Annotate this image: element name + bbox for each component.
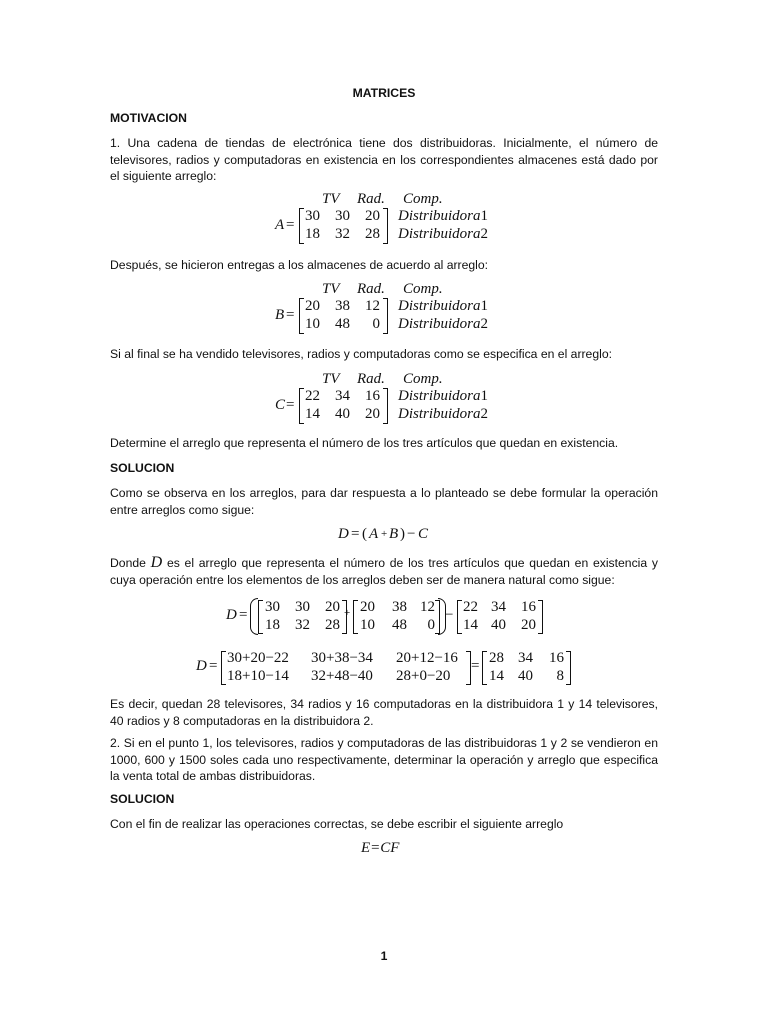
bracket-right [383, 298, 388, 334]
col-header-rad: Rad. [357, 191, 385, 207]
matrix-b-cell: 10 [305, 316, 320, 332]
matrix-c-cell: 14 [305, 406, 320, 422]
matrix-a-cell: 18 [305, 226, 320, 242]
paragraph-2: Después, se hicieron entregas a los almacenes de acuerdo al arreglo: [110, 258, 489, 272]
matrix-c-cell: 34 [335, 388, 350, 404]
matrix-b-cell: 0 [372, 316, 380, 332]
col-header-comp: Comp. [403, 281, 443, 297]
matrix-a-cell: 30 [335, 208, 350, 224]
col-header-comp: Comp. [403, 371, 443, 387]
col-header-comp: Comp. [403, 191, 443, 207]
col-header-rad: Rad. [357, 371, 385, 387]
row-label: Distribuidora2 [398, 316, 489, 332]
matrix-b-name: B [275, 307, 285, 323]
page-title: MATRICES [352, 86, 416, 100]
matrix-c-block [270, 370, 530, 430]
matrix-b-cell: 20 [305, 298, 320, 314]
matrix-c-name: C [275, 397, 286, 413]
paragraph-6: Donde D es el arreglo que representa el número de los tres artículos que quedan en existencia y cuya operación entre los elementos de los arreglos deben ser de manera natural como sigue: [110, 554, 658, 587]
equation-d-definition: D = ( A + B ) − C [338, 526, 429, 542]
matrix-a-block [270, 190, 530, 250]
page-number: 1 [380, 949, 388, 963]
matrix-b-cell: 12 [365, 298, 380, 314]
matrix-c-cell: 40 [335, 406, 350, 422]
matrix-c-cell: 16 [365, 388, 380, 404]
equation-d-matrices: D = 30 30 20 18 32 28 + 20 38 12 10 48 0 − 22 34 16 14 40 20 [226, 596, 546, 638]
paragraph-7: Es decir, quedan 28 televisores, 34 radios y 16 computadoras en la distribuidora 1 y 14 televisores, 40 radios y 8 computadoras en la distribuidora 2. [110, 697, 658, 728]
row-label: Distribuidora2 [398, 406, 489, 422]
paren-left [250, 598, 258, 635]
bracket-right [538, 600, 543, 634]
col-header-tv: TV [322, 371, 340, 387]
matrix-a-cell: 28 [365, 226, 380, 242]
equation-d-result: D = 30+20−22 30+38−34 20+12−16 18+10−14 32+48−40 28+0−20 = 28 34 16 14 40 8 [196, 647, 576, 689]
matrix-b-cell: 38 [335, 298, 350, 314]
row-label: Distribuidora2 [398, 226, 489, 242]
heading-solucion-1: SOLUCION [110, 461, 175, 475]
equals-sign: = [286, 397, 295, 413]
matrix-c-cell: 20 [365, 406, 380, 422]
bracket-right [383, 388, 388, 424]
matrix-a-cell: 20 [365, 208, 380, 224]
heading-solucion-2: SOLUCION [110, 792, 175, 806]
row-label: Distribuidora1 [398, 388, 489, 404]
matrix-a-cell: 30 [305, 208, 320, 224]
paragraph-8: 2. Si en el punto 1, los televisores, radios y computadoras de las distribuidoras 1 y 2 se vendieron en 1000, 600 y 1500 soles cada uno respectivamente, determinar la operación y arreglo que especifica la venta total de ambas distribuidoras. [110, 736, 658, 783]
col-header-rad: Rad. [357, 281, 385, 297]
equals-sign: = [286, 217, 295, 233]
col-header-tv: TV [322, 191, 340, 207]
bracket-right [566, 651, 571, 685]
col-header-tv: TV [322, 281, 340, 297]
matrix-a-name: A [275, 217, 285, 233]
bracket-left [221, 651, 226, 685]
matrix-b-cell: 48 [335, 316, 350, 332]
paragraph-5: Como se observa en los arreglos, para dar respuesta a lo planteado se debe formular la operación entre arreglos como sigue: [110, 486, 658, 517]
bracket-right [383, 208, 388, 244]
equals-sign: = [286, 307, 295, 323]
matrix-c-cell: 22 [305, 388, 320, 404]
row-label: Distribuidora1 [398, 298, 489, 314]
equation-e: E=CF [361, 840, 400, 856]
paragraph-9: Con el fin de realizar las operaciones correctas, se debe escribir el siguiente arreglo [110, 817, 564, 831]
paragraph-3: Si al final se ha vendido televisores, radios y computadoras como se especifica en el arreglo: [110, 347, 612, 361]
paragraph-1: 1. Una cadena de tiendas de electrónica tiene dos distribuidoras. Inicialmente, el número de televisores, radios y computadoras en existencia en los correspondientes almacenes está dado por el siguiente arreglo: [110, 136, 658, 183]
matrix-a-cell: 32 [335, 226, 350, 242]
matrix-b-block [270, 280, 530, 340]
row-label: Distribuidora1 [398, 208, 489, 224]
paragraph-4: Determine el arreglo que representa el número de los tres artículos que quedan en existencia. [110, 436, 619, 450]
heading-motivacion: MOTIVACION [110, 111, 187, 125]
